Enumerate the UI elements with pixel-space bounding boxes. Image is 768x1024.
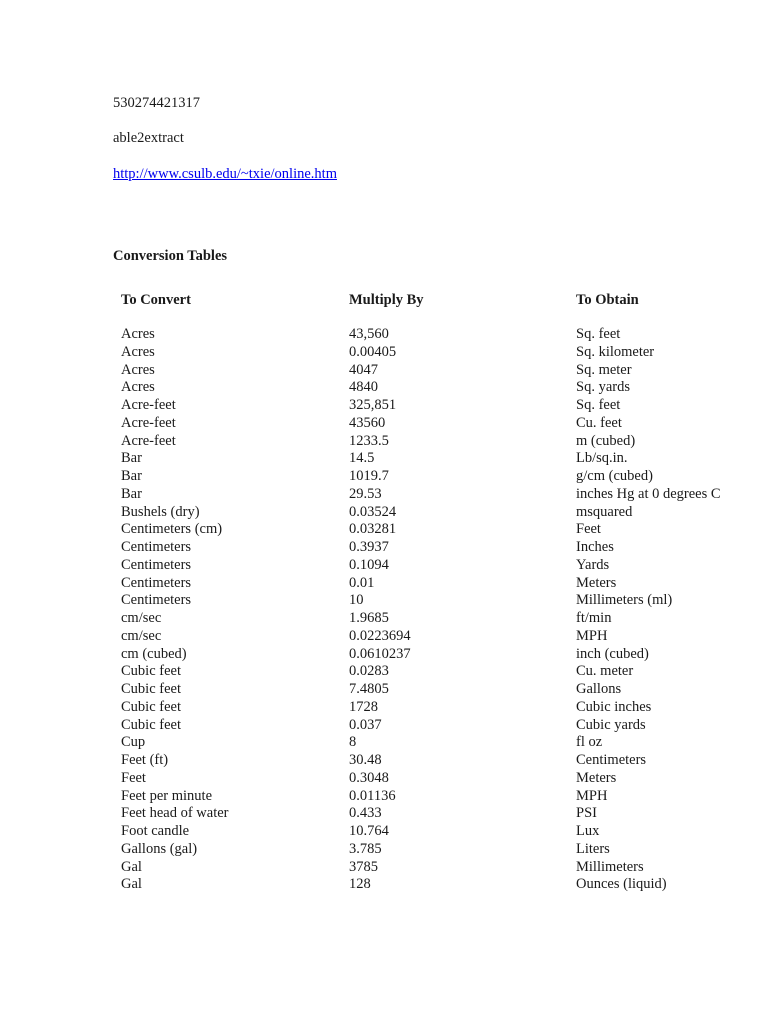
cell-to-convert: Centimeters [121,539,192,555]
cell-to-obtain: Millimeters [576,858,644,875]
document-tool-name: able2extract [113,130,184,146]
cell-to-obtain: Cu. feet [576,414,622,431]
cell-to-obtain: Liters [576,840,610,857]
cell-multiply-by: 4840 [349,379,378,396]
cell-to-convert: Cubic feet [121,681,181,697]
table-row [121,751,768,769]
cell-multiply-by: 43560 [349,414,386,431]
table-row [121,361,768,379]
cell-to-convert: Centimeters (cm) [121,521,223,538]
table-row [121,343,768,361]
cell-multiply-by: 30.48 [349,752,382,768]
cell-to-convert: Gal [121,858,142,875]
cell-to-convert: Centimeters [121,574,192,591]
cell-to-obtain: Lux [576,823,600,839]
cell-multiply-by: 4047 [349,361,378,378]
cell-to-convert: cm/sec [121,627,162,644]
cell-multiply-by: 1019.7 [349,468,389,484]
cell-multiply-by: 29.53 [349,485,382,502]
table-row [121,503,768,521]
cell-multiply-by: 0.0283 [349,663,389,680]
cell-to-convert: Gal [121,876,142,893]
table-row [121,858,768,876]
cell-multiply-by: 1.9685 [349,610,389,626]
cell-to-obtain: g/cm (cubed) [576,468,653,484]
cell-multiply-by: 0.0610237 [349,645,411,662]
cell-to-convert: Acre-feet [121,397,176,413]
cell-to-convert: Cubic feet [121,663,181,680]
table-row [121,538,768,556]
cell-to-convert: Cubic feet [121,716,181,733]
table-row [121,787,768,805]
column-header-multiply-by: Multiply By [349,292,424,308]
table-body [121,325,768,893]
column-header-to-convert: To Convert [121,292,191,308]
cell-to-obtain: Ounces (liquid) [576,876,667,893]
table-row [121,733,768,751]
cell-to-obtain: inch (cubed) [576,645,649,662]
table-row [121,378,768,396]
cell-multiply-by: 7.4805 [349,681,389,697]
cell-to-convert: Foot candle [121,823,190,839]
cell-to-obtain: MPH [576,787,608,804]
cell-multiply-by: 14.5 [349,450,375,467]
cell-to-obtain: Sq. feet [576,397,621,413]
cell-to-convert: Feet [121,769,146,786]
cell-to-convert: Feet per minute [121,787,213,804]
cell-multiply-by: 3.785 [349,840,382,857]
cell-to-obtain: Cu. meter [576,663,634,680]
cell-to-obtain: Centimeters [576,752,647,768]
table-row [121,769,768,787]
cell-to-convert: Acres [121,361,155,378]
cell-to-convert: Cup [121,734,146,751]
cell-to-obtain: Sq. yards [576,379,630,396]
cell-multiply-by: 0.3937 [349,539,389,555]
cell-to-convert: Feet (ft) [121,752,169,768]
cell-multiply-by: 0.01 [349,574,375,591]
cell-multiply-by: 0.03281 [349,521,397,538]
cell-to-convert: Acres [121,343,155,360]
cell-to-convert: Gallons (gal) [121,840,198,857]
cell-to-obtain: Meters [576,574,617,591]
table-row [121,556,768,574]
cell-to-convert: Bar [121,485,142,502]
cell-to-obtain: Yards [576,556,610,573]
cell-to-convert: Bar [121,468,142,484]
conversion-table [121,291,768,893]
table-row [121,414,768,432]
table-row [121,627,768,645]
cell-to-obtain: MPH [576,627,608,644]
cell-to-convert: Centimeters [121,592,192,609]
cell-to-convert: cm (cubed) [121,645,187,662]
cell-multiply-by: 0.00405 [349,343,397,360]
cell-to-convert: Acre-feet [121,432,176,449]
document-number: 530274421317 [113,95,200,111]
cell-multiply-by: 1728 [349,698,378,715]
table-row [121,680,768,698]
table-row [121,449,768,467]
cell-to-obtain: m (cubed) [576,432,636,449]
cell-to-obtain: Cubic inches [576,698,652,715]
table-row [121,875,768,893]
cell-to-obtain: ft/min [576,610,612,626]
cell-multiply-by: 10 [349,592,364,609]
cell-multiply-by: 0.3048 [349,769,389,786]
cell-to-obtain: Millimeters (ml) [576,592,673,609]
table-row [121,645,768,663]
cell-multiply-by: 0.037 [349,716,382,733]
cell-to-obtain: msquared [576,503,633,520]
cell-to-convert: Acres [121,326,155,342]
cell-to-obtain: Inches [576,539,614,555]
cell-to-convert: Cubic feet [121,698,181,715]
cell-multiply-by: 0.01136 [349,787,396,804]
source-link[interactable]: http://www.csulb.edu/~txie/online.htm [113,166,337,182]
cell-to-obtain: Sq. meter [576,361,632,378]
table-row [121,467,768,485]
cell-to-convert: Bar [121,450,142,467]
cell-multiply-by: 43,560 [349,326,389,342]
table-row [121,325,768,343]
cell-multiply-by: 0.433 [349,805,382,822]
cell-multiply-by: 10.764 [349,823,389,839]
cell-to-obtain: Sq. kilometer [576,343,655,360]
cell-multiply-by: 0.1094 [349,556,389,573]
cell-to-obtain: Lb/sq.in. [576,450,628,467]
cell-to-obtain: inches Hg at 0 degrees C [576,485,721,502]
cell-to-convert: Centimeters [121,556,192,573]
table-row [121,698,768,716]
cell-to-convert: cm/sec [121,610,162,626]
table-row [121,822,768,840]
table-row [121,609,768,627]
cell-to-obtain: Sq. feet [576,326,621,342]
cell-to-convert: Feet head of water [121,805,229,822]
cell-to-obtain: Feet [576,521,601,538]
cell-to-obtain: Gallons [576,681,622,697]
cell-multiply-by: 3785 [349,858,378,875]
table-row [121,716,768,734]
table-row [121,432,768,450]
cell-multiply-by: 325,851 [349,397,397,413]
cell-to-convert: Bushels (dry) [121,503,200,520]
table-row [121,804,768,822]
cell-multiply-by: 0.0223694 [349,627,411,644]
table-row [121,520,768,538]
cell-multiply-by: 1233.5 [349,432,389,449]
cell-to-convert: Acres [121,379,155,396]
cell-to-obtain: PSI [576,805,597,822]
cell-multiply-by: 128 [349,876,371,893]
table-row [121,485,768,503]
column-header-to-obtain: To Obtain [576,292,639,308]
cell-to-obtain: Meters [576,769,617,786]
table-row [121,396,768,414]
table-row [121,574,768,592]
table-row [121,840,768,858]
cell-multiply-by: 0.03524 [349,503,397,520]
table-header-row [121,291,768,325]
table-row [121,662,768,680]
page-title: Conversion Tables [113,248,228,264]
cell-multiply-by: 8 [349,734,357,751]
cell-to-obtain: fl oz [576,734,603,751]
cell-to-convert: Acre-feet [121,414,176,431]
cell-to-obtain: Cubic yards [576,716,646,733]
table-row [121,591,768,609]
